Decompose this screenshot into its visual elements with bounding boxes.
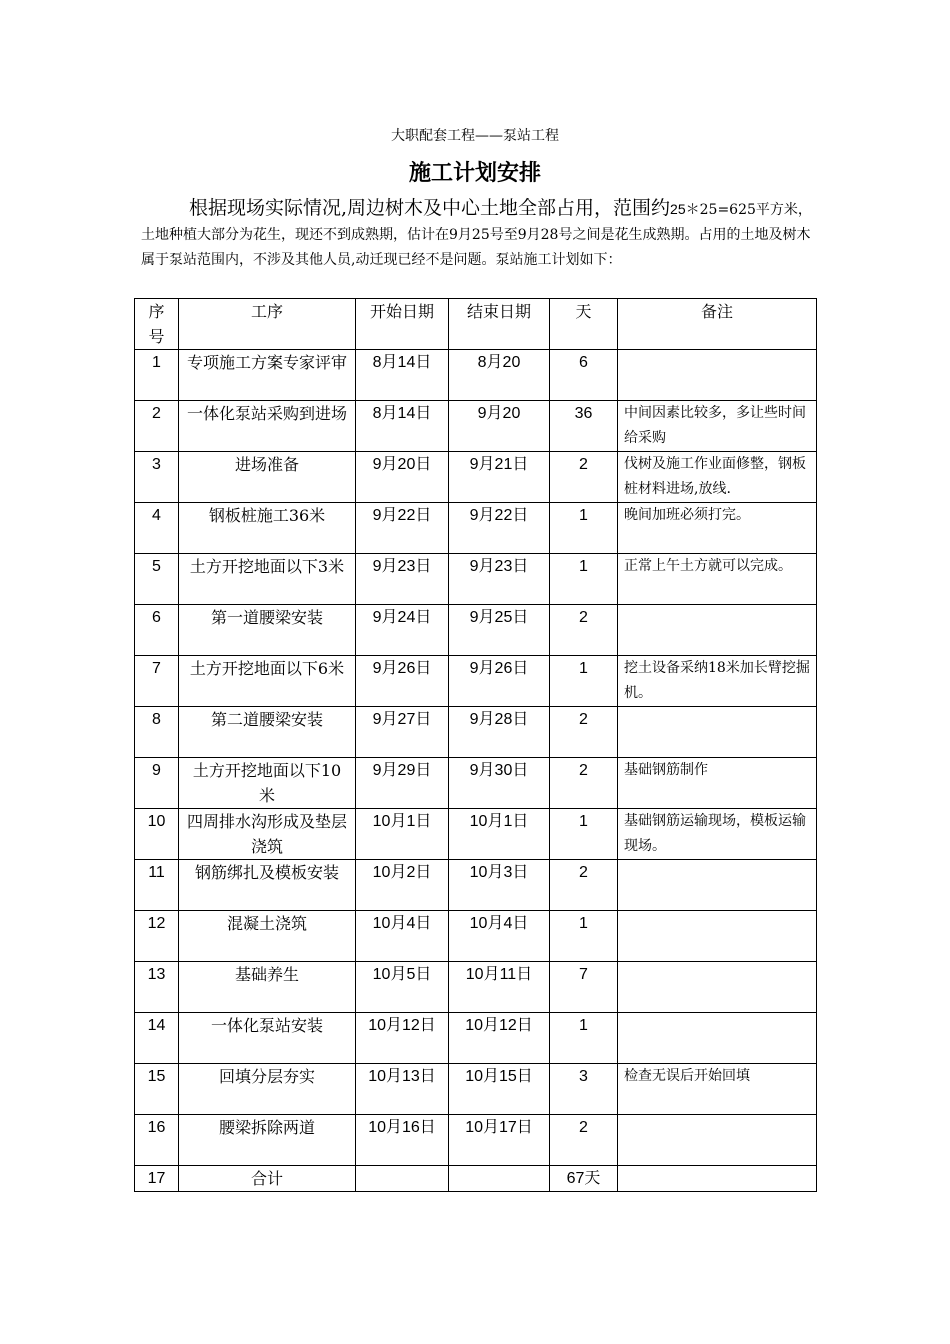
cell-step: 基础养生 xyxy=(179,962,356,1013)
table-row xyxy=(135,350,817,401)
cell-remarks: 中间因素比较多，多让些时间给采购 xyxy=(618,401,817,452)
cell-end-date: 9月22日 xyxy=(449,503,550,554)
cell-end-date: 10月12日 xyxy=(449,1013,550,1064)
cell-seq: 15 xyxy=(135,1064,179,1115)
intro-paragraph xyxy=(141,196,813,273)
cell-days: 1 xyxy=(550,809,618,860)
cell-remarks: 正常上午土方就可以完成。 xyxy=(618,554,817,605)
cell-start-date: 8月14日 xyxy=(356,401,449,452)
cell-end-date: 9月26日 xyxy=(449,656,550,707)
cell-seq: 2 xyxy=(135,401,179,452)
cell-remarks xyxy=(618,350,817,401)
cell-seq: 16 xyxy=(135,1115,179,1166)
cell-end-date: 10月1日 xyxy=(449,809,550,860)
cell-end-date: 9月30日 xyxy=(449,758,550,809)
cell-seq: 4 xyxy=(135,503,179,554)
header-start-date: 开始日期 xyxy=(356,299,449,350)
cell-days: 2 xyxy=(550,605,618,656)
cell-step: 钢筋绑扎及模板安装 xyxy=(179,860,356,911)
table-row xyxy=(135,1166,817,1192)
cell-days: 67天 xyxy=(550,1166,618,1192)
table-row xyxy=(135,452,817,503)
cell-step: 土方开挖地面以下6米 xyxy=(179,656,356,707)
cell-days: 1 xyxy=(550,1013,618,1064)
cell-start-date: 9月24日 xyxy=(356,605,449,656)
cell-seq: 13 xyxy=(135,962,179,1013)
cell-step: 一体化泵站安装 xyxy=(179,1013,356,1064)
cell-step: 混凝土浇筑 xyxy=(179,911,356,962)
cell-seq: 1 xyxy=(135,350,179,401)
intro-lead-text: 根据现场实际情况,周边树木及中心土地全部占用，范围约 xyxy=(189,197,671,219)
header-remarks: 备注 xyxy=(618,299,817,350)
cell-start-date: 10月13日 xyxy=(356,1064,449,1115)
cell-step: 进场准备 xyxy=(179,452,356,503)
cell-step: 四周排水沟形成及垫层浇筑 xyxy=(179,809,356,860)
cell-step: 土方开挖地面以下3米 xyxy=(179,554,356,605)
cell-seq: 9 xyxy=(135,758,179,809)
intro-area-start: 25＊ xyxy=(670,201,700,217)
table-row xyxy=(135,1115,817,1166)
cell-seq: 12 xyxy=(135,911,179,962)
header-step: 工序 xyxy=(179,299,356,350)
cell-remarks: 晚间加班必须打完。 xyxy=(618,503,817,554)
cell-start-date: 9月26日 xyxy=(356,656,449,707)
cell-end-date: 9月20 xyxy=(449,401,550,452)
cell-end-date: 10月3日 xyxy=(449,860,550,911)
cell-start-date: 10月12日 xyxy=(356,1013,449,1064)
cell-remarks: 挖土设备采纳18米加长臂挖掘机。 xyxy=(618,656,817,707)
cell-remarks xyxy=(618,962,817,1013)
table-row xyxy=(135,707,817,758)
cell-remarks xyxy=(618,1013,817,1064)
cell-end-date: 10月17日 xyxy=(449,1115,550,1166)
table-row xyxy=(135,809,817,860)
cell-end-date: 9月28日 xyxy=(449,707,550,758)
cell-seq: 3 xyxy=(135,452,179,503)
cell-end-date: 8月20 xyxy=(449,350,550,401)
table-row xyxy=(135,1064,817,1115)
table-row xyxy=(135,962,817,1013)
cell-remarks: 基础钢筋运输现场，模板运输现场。 xyxy=(618,809,817,860)
cell-end-date: 9月21日 xyxy=(449,452,550,503)
cell-start-date: 9月23日 xyxy=(356,554,449,605)
cell-end-date: 9月23日 xyxy=(449,554,550,605)
cell-days: 1 xyxy=(550,911,618,962)
cell-seq: 6 xyxy=(135,605,179,656)
cell-days: 36 xyxy=(550,401,618,452)
cell-remarks xyxy=(618,911,817,962)
cell-remarks: 基础钢筋制作 xyxy=(618,758,817,809)
table-row xyxy=(135,911,817,962)
cell-start-date: 8月14日 xyxy=(356,350,449,401)
cell-start-date: 9月20日 xyxy=(356,452,449,503)
table-row xyxy=(135,554,817,605)
cell-seq: 7 xyxy=(135,656,179,707)
cell-start-date: 10月5日 xyxy=(356,962,449,1013)
cell-step: 合计 xyxy=(179,1166,356,1192)
header-seq: 序号 xyxy=(135,299,179,350)
cell-start-date: 10月1日 xyxy=(356,809,449,860)
header-days: 天 xyxy=(550,299,618,350)
cell-step: 回填分层夯实 xyxy=(179,1064,356,1115)
table-row xyxy=(135,605,817,656)
cell-seq: 17 xyxy=(135,1166,179,1192)
cell-end-date xyxy=(449,1166,550,1192)
cell-end-date: 10月4日 xyxy=(449,911,550,962)
cell-days: 1 xyxy=(550,656,618,707)
cell-remarks xyxy=(618,860,817,911)
construction-plan-table xyxy=(134,298,817,1192)
cell-days: 7 xyxy=(550,962,618,1013)
cell-days: 6 xyxy=(550,350,618,401)
document-header: 大职配套工程——泵站工程 xyxy=(391,128,559,144)
cell-seq: 10 xyxy=(135,809,179,860)
cell-start-date: 10月4日 xyxy=(356,911,449,962)
table-row xyxy=(135,401,817,452)
page-title: 施工计划安排 xyxy=(408,160,541,186)
cell-end-date: 10月15日 xyxy=(449,1064,550,1115)
table-header-row xyxy=(135,299,817,350)
table-row xyxy=(135,758,817,809)
cell-remarks: 检查无误后开始回填 xyxy=(618,1064,817,1115)
cell-start-date: 9月29日 xyxy=(356,758,449,809)
cell-days: 2 xyxy=(550,758,618,809)
cell-start-date: 9月22日 xyxy=(356,503,449,554)
table-row xyxy=(135,1013,817,1064)
cell-remarks xyxy=(618,1115,817,1166)
cell-days: 2 xyxy=(550,707,618,758)
cell-start-date xyxy=(356,1166,449,1192)
intro-rest-text: 25=625平方米，土地种植大部分为花生，现还不到成熟期，估计在9月25号至9月28号之间是花生成熟期。占用的土地及树木属于泵站范围内，不涉及其他人员,动迁现已经不是问题。泵站施工计划如下： xyxy=(141,202,812,268)
table-body xyxy=(135,350,817,1192)
cell-step: 第二道腰梁安装 xyxy=(179,707,356,758)
cell-remarks xyxy=(618,1166,817,1192)
table-row xyxy=(135,503,817,554)
table-row xyxy=(135,656,817,707)
cell-days: 2 xyxy=(550,860,618,911)
cell-step: 腰梁拆除两道 xyxy=(179,1115,356,1166)
cell-days: 1 xyxy=(550,554,618,605)
cell-step: 专项施工方案专家评审 xyxy=(179,350,356,401)
cell-step: 一体化泵站采购到进场 xyxy=(179,401,356,452)
cell-days: 1 xyxy=(550,503,618,554)
cell-step: 第一道腰梁安装 xyxy=(179,605,356,656)
cell-remarks xyxy=(618,605,817,656)
cell-seq: 5 xyxy=(135,554,179,605)
cell-remarks xyxy=(618,707,817,758)
cell-days: 2 xyxy=(550,1115,618,1166)
cell-days: 2 xyxy=(550,452,618,503)
table-row xyxy=(135,860,817,911)
cell-step: 钢板桩施工36米 xyxy=(179,503,356,554)
cell-start-date: 10月2日 xyxy=(356,860,449,911)
cell-step: 土方开挖地面以下10米 xyxy=(179,758,356,809)
cell-end-date: 9月25日 xyxy=(449,605,550,656)
header-end-date: 结束日期 xyxy=(449,299,550,350)
cell-days: 3 xyxy=(550,1064,618,1115)
cell-remarks: 伐树及施工作业面修整，钢板桩材料进场,放线. xyxy=(618,452,817,503)
cell-seq: 14 xyxy=(135,1013,179,1064)
cell-start-date: 9月27日 xyxy=(356,707,449,758)
cell-seq: 11 xyxy=(135,860,179,911)
cell-seq: 8 xyxy=(135,707,179,758)
cell-start-date: 10月16日 xyxy=(356,1115,449,1166)
cell-end-date: 10月11日 xyxy=(449,962,550,1013)
